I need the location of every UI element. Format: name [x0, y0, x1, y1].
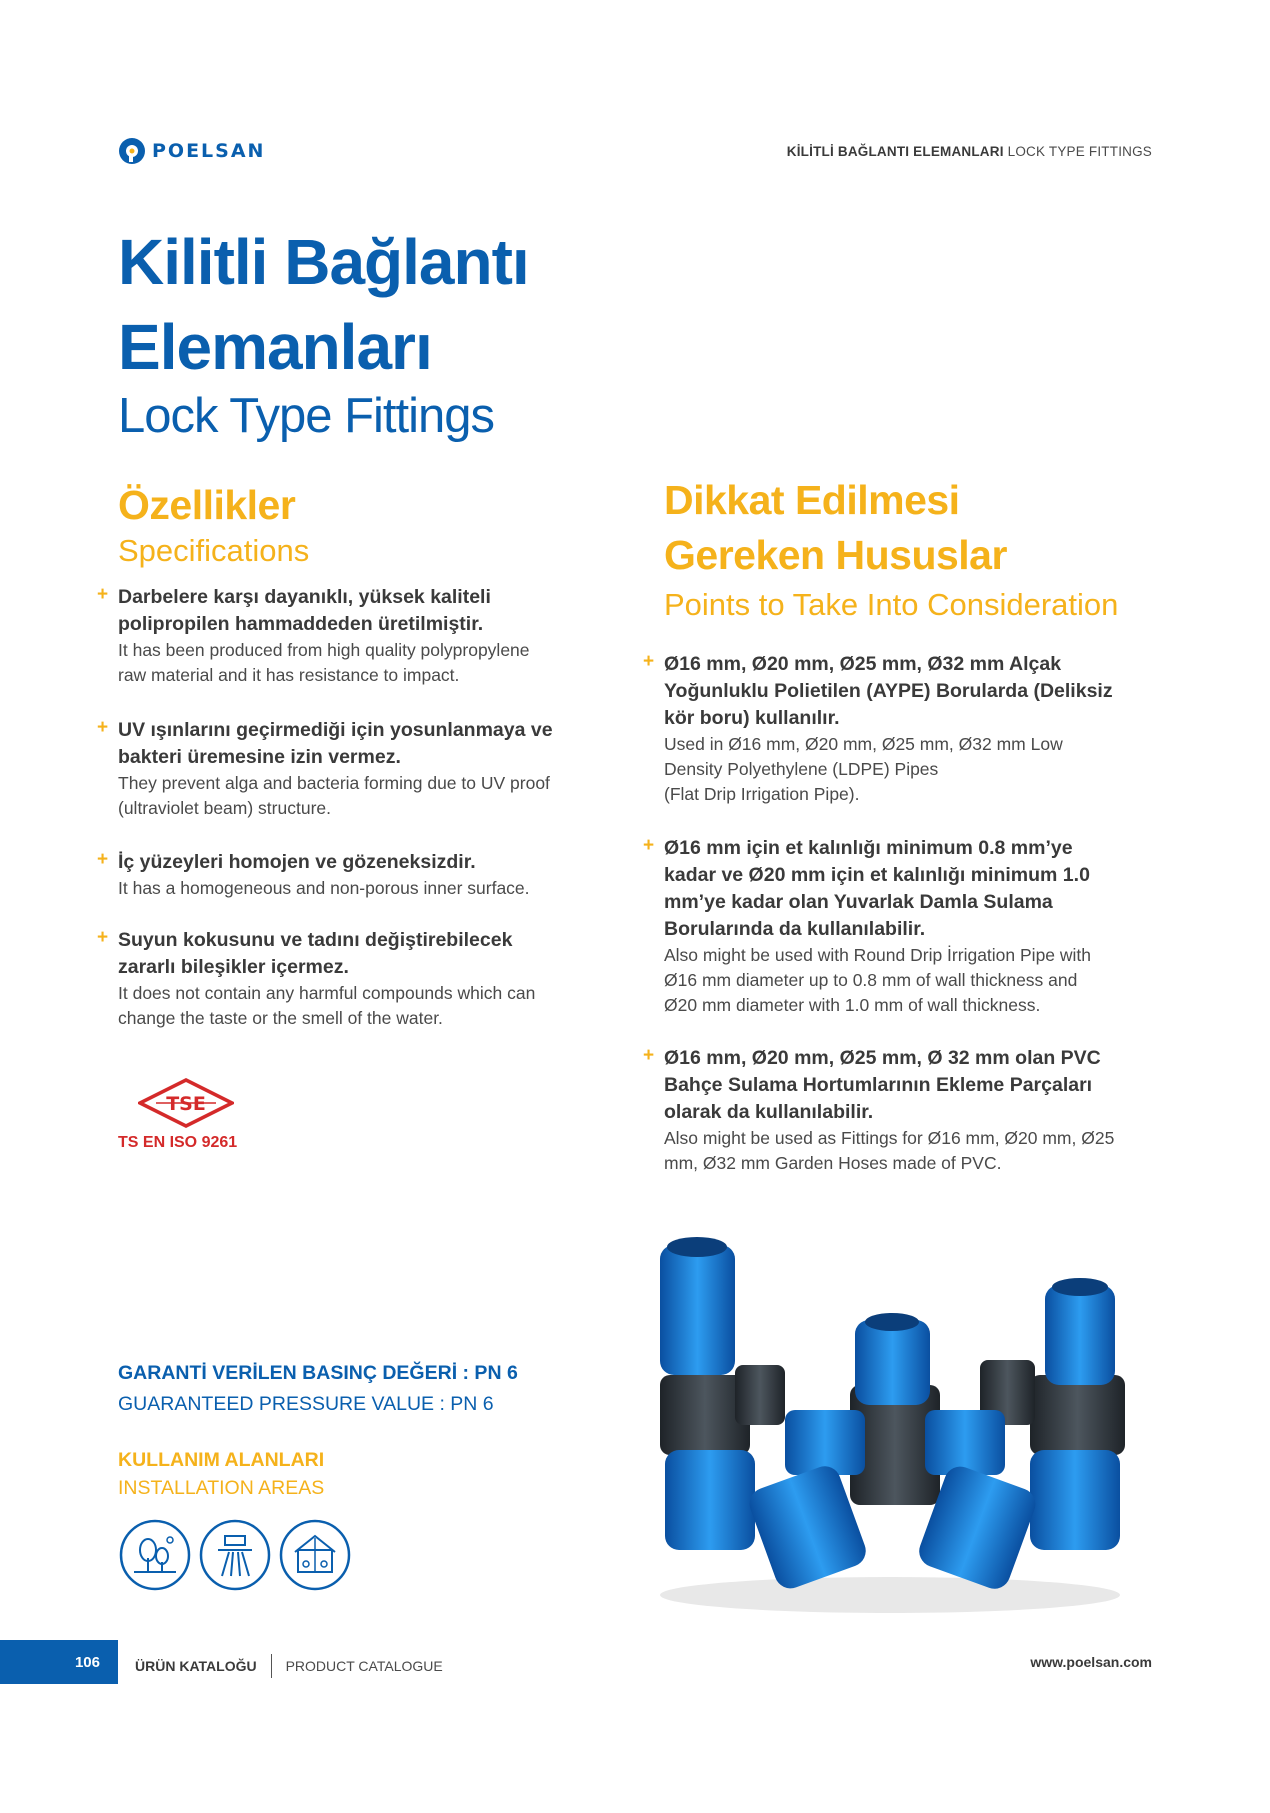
brand-name: POELSAN [152, 140, 266, 162]
tse-diamond-icon [138, 1078, 234, 1128]
note-item-tr: Borularında da kullanılabilir. [664, 918, 926, 940]
spec-item-tr: bakteri üremesine izin vermez. [118, 746, 401, 768]
tse-certification-logo [138, 1078, 234, 1133]
note-item-tr: Ø16 mm için et kalınlığı minimum 0.8 mm’ye [664, 837, 1073, 859]
page-number: 106 [0, 1640, 118, 1684]
brand-logo [118, 137, 265, 165]
spec-item-tr: Darbelere karşı dayanıklı, yüksek kaliteli [118, 586, 491, 608]
note-item-tr: olarak da kullanılabilir. [664, 1101, 874, 1123]
note-item-tr: Yoğunluklu Polietilen (AYPE) Borularda (Deliksiz [664, 680, 1113, 702]
spec-item [97, 849, 618, 901]
page-subtitle: Lock Type Fittings [118, 389, 495, 443]
note-item-en: (Flat Drip Irrigation Pipe). [664, 784, 860, 804]
notes-heading-en: Points to Take Into Consideration [664, 587, 1119, 622]
footer-website-link[interactable]: www.poelsan.com [1030, 1654, 1152, 1670]
poelsan-logo-icon [118, 137, 146, 165]
plus-bullet-icon: + [643, 651, 655, 672]
installation-areas-heading-en: INSTALLATION AREAS [118, 1477, 325, 1499]
installation-areas-icons [118, 1518, 352, 1592]
spec-item-tr: polipropilen hammaddeden üretilmiştir. [118, 613, 484, 635]
field-irrigation-icon [198, 1518, 272, 1592]
spec-item-en: (ultraviolet beam) structure. [118, 798, 331, 818]
notes-heading-line-1: Dikkat Edilmesi [664, 477, 960, 523]
plus-bullet-icon: + [643, 1045, 655, 1066]
note-item-tr: mm’ye kadar olan Yuvarlak Damla Sulama [664, 891, 1053, 913]
page-title [118, 220, 529, 390]
note-item-tr: kadar ve Ø20 mm için et kalınlığı minimum 1.0 [664, 864, 1090, 886]
note-item-en: Also might be used as Fittings for Ø16 mm, Ø20 mm, Ø25 [664, 1128, 1115, 1148]
spec-item-en: They prevent alga and bacteria forming due to UV proof [118, 773, 550, 793]
header-category [787, 144, 1152, 159]
spec-item-en: raw material and it has resistance to impact. [118, 665, 460, 685]
note-item-en: mm, Ø32 mm Garden Hoses made of PVC. [664, 1153, 1002, 1173]
certification-label: TS EN ISO 9261 [118, 1134, 238, 1151]
product-image [640, 1225, 1140, 1625]
note-item-en: Ø20 mm diameter with 1.0 mm of wall thickness. [664, 995, 1041, 1015]
specifications-heading-tr: Özellikler [118, 482, 296, 528]
note-item [643, 651, 1184, 807]
header-category-en: LOCK TYPE FITTINGS [1007, 144, 1152, 159]
spec-item-en: It has been produced from high quality polypropylene [118, 640, 530, 660]
note-item-en: Density Polyethylene (LDPE) Pipes [664, 759, 939, 779]
spec-item-tr: İç yüzeyleri homojen ve gözeneksizdir. [118, 851, 476, 873]
note-item-tr: Bahçe Sulama Hortumlarının Ekleme Parçaları [664, 1074, 1093, 1096]
plus-bullet-icon: + [643, 835, 655, 856]
plus-bullet-icon: + [97, 584, 109, 605]
note-item-tr: Ø16 mm, Ø20 mm, Ø25 mm, Ø32 mm Alçak [664, 653, 1062, 675]
note-item-tr: Ø16 mm, Ø20 mm, Ø25 mm, Ø 32 mm olan PVC [664, 1047, 1101, 1069]
spec-item-tr: Suyun kokusunu ve tadını değiştirebilecek [118, 929, 513, 951]
footer-catalog [135, 1654, 443, 1678]
installation-areas-heading-tr: KULLANIM ALANLARI [118, 1449, 325, 1471]
spec-item-tr: zararlı bileşikler içermez. [118, 956, 349, 978]
note-item-en: Ø16 mm diameter up to 0.8 mm of wall thickness and [664, 970, 1078, 990]
note-item [643, 1045, 1184, 1176]
garden-icon [118, 1518, 192, 1592]
spec-item-en: It has a homogeneous and non-porous inner surface. [118, 878, 530, 898]
plus-bullet-icon: + [97, 717, 109, 738]
note-item-en: Also might be used with Round Drip İrrigation Pipe with [664, 945, 1092, 965]
tse-logo-text: TSE [166, 1093, 206, 1115]
page-title-line-2: Elemanları [118, 311, 432, 383]
note-item-tr: kör boru) kullanılır. [664, 707, 840, 729]
note-item [643, 835, 1184, 1018]
footer-catalog-en: PRODUCT CATALOGUE [285, 1658, 443, 1674]
footer-divider [271, 1654, 272, 1678]
header-category-tr: KİLİTLİ BAĞLANTI ELEMANLARI [786, 144, 1004, 159]
note-item-en: Used in Ø16 mm, Ø20 mm, Ø25 mm, Ø32 mm Low [664, 734, 1063, 754]
spec-item-tr: UV ışınlarını geçirmediği için yosunlanmaya ve [118, 719, 553, 741]
greenhouse-icon [278, 1518, 352, 1592]
plus-bullet-icon: + [97, 927, 109, 948]
spec-item-en: change the taste or the smell of the water. [118, 1008, 443, 1028]
specifications-heading-en: Specifications [118, 533, 310, 568]
notes-heading-line-2: Gereken Hususlar [664, 532, 1007, 578]
footer-catalog-tr: ÜRÜN KATALOĞU [135, 1658, 257, 1674]
spec-item [97, 584, 598, 688]
spec-item [97, 717, 618, 821]
plus-bullet-icon: + [97, 849, 109, 870]
spec-item [97, 927, 618, 1031]
page-title-line-1: Kilitli Bağlantı [118, 226, 529, 298]
pressure-value-tr: GARANTİ VERİLEN BASINÇ DEĞERİ : PN 6 [118, 1362, 518, 1384]
notes-heading-tr [664, 473, 1184, 583]
spec-item-en: It does not contain any harmful compounds which can [118, 983, 536, 1003]
pressure-value-en: GUARANTEED PRESSURE VALUE : PN 6 [118, 1393, 494, 1415]
